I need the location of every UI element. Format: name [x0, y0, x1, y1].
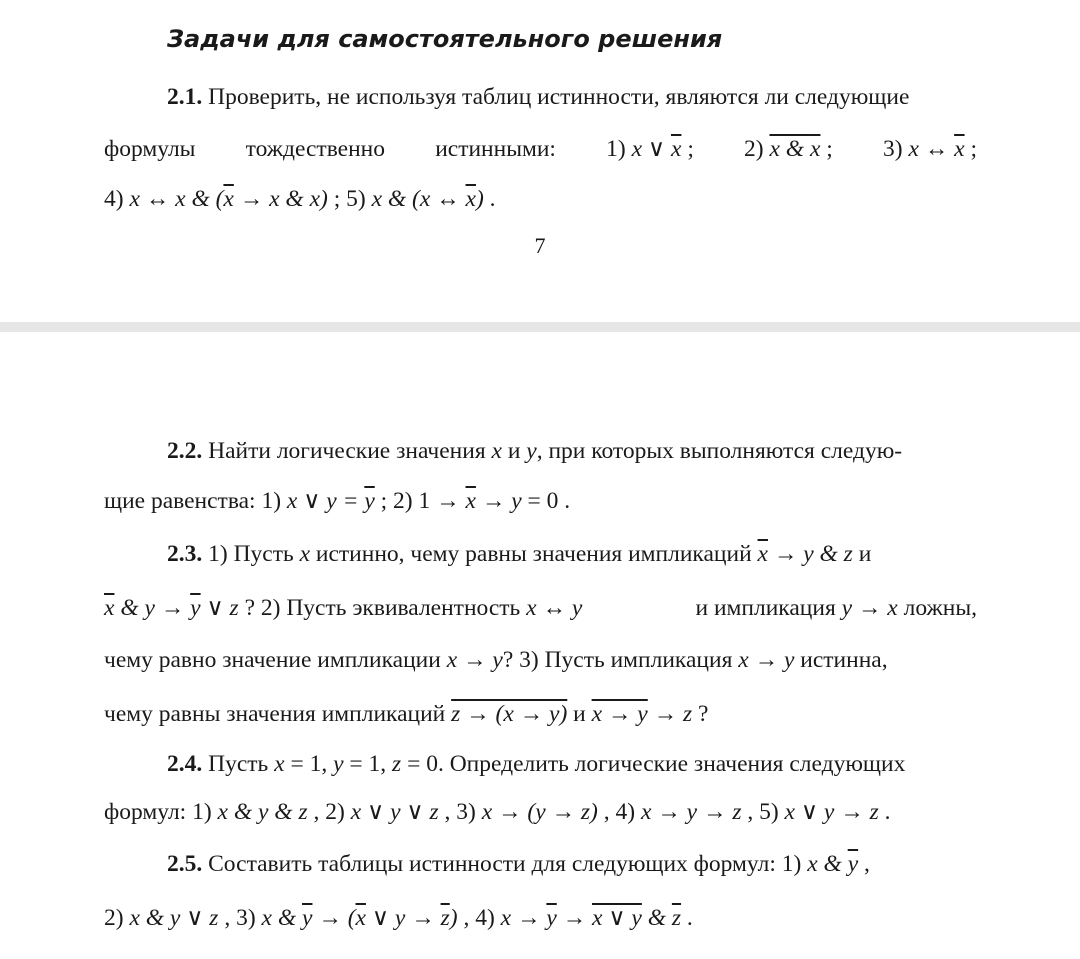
task-2-5-line-1: 2.5. Составить таблицы истинности для следующих формул: 1) x & $\overline{y}$ ,: [167, 851, 870, 877]
task-2-2-line-2: щие равенства: 1) x ∨ $y = \overline{y}$ ; 2) $1 \to \overline{x} \to y = 0$ .: [104, 488, 571, 514]
task-number: 2.3.: [167, 541, 203, 567]
task-number: 2.4.: [167, 751, 203, 777]
page-number: 7: [534, 233, 546, 258]
task-number: 2.2.: [167, 438, 203, 464]
task-2-3-line-2: $\overline{x}$ & $y \to \overline{y}$ ∨ z ? 2) Пусть эквивалентность x ↔ y и импликация y → x ложны,: [104, 595, 977, 621]
task-2-3-line-1: 2.3. 1) Пусть x истинно, чему равны значения импликаций $\overline{x} \to y$ & z и: [167, 541, 872, 567]
task-2-2-line-1: 2.2. Найти логические значения x и y, при которых выполняются следую-: [167, 438, 903, 464]
task-2-4-line-1: 2.4. Пусть x = 1, y = 1, z = 0. Определить логические значения следующих: [167, 751, 906, 777]
task-2-3-line-4: чему равны значения импликаций z → (x → y) и x → y → z ?: [104, 701, 709, 727]
task-number: 2.5.: [167, 851, 203, 877]
page-7: [0, 0, 1080, 322]
task-number: 2.1.: [167, 84, 203, 110]
task-2-1-line-3: 4) x ↔ x & ($\overline{x} \to x$ & x) ; 5) x & (x ↔ $\overline{x}$) .: [104, 186, 496, 212]
section-heading: Задачи для самостоятельного решения: [167, 25, 723, 53]
page-separator: [0, 322, 1080, 332]
task-2-3-line-3: чему равно значение импликации x → y? 3) Пусть импликация x → y истинна,: [104, 647, 888, 673]
task-2-5-line-2: 2) x & y ∨ z , 3) x & $\overline{y} \to (\overline{x}$ ∨ $y \to \overline{z}$) , 4) $x \to \overline{y} \to x$ ∨ y & $\overline{z}$ .: [104, 905, 693, 931]
task-2-4-line-2: формул: 1) x & y & z , 2) x ∨ y ∨ z , 3) x → (y → z) , 4) x → y → z , 5) x ∨ y → z .: [104, 799, 891, 825]
page-8: [0, 332, 1080, 959]
task-2-1-line-2: формулы тождественно истинными: 1) x ∨ $\overline{x}$ ; 2) x & x ; 3) x ↔ $\overline{x}$ ;: [104, 136, 977, 162]
task-2-1-line-1: 2.1. Проверить, не используя таблиц истинности, являются ли следующие: [167, 84, 910, 110]
